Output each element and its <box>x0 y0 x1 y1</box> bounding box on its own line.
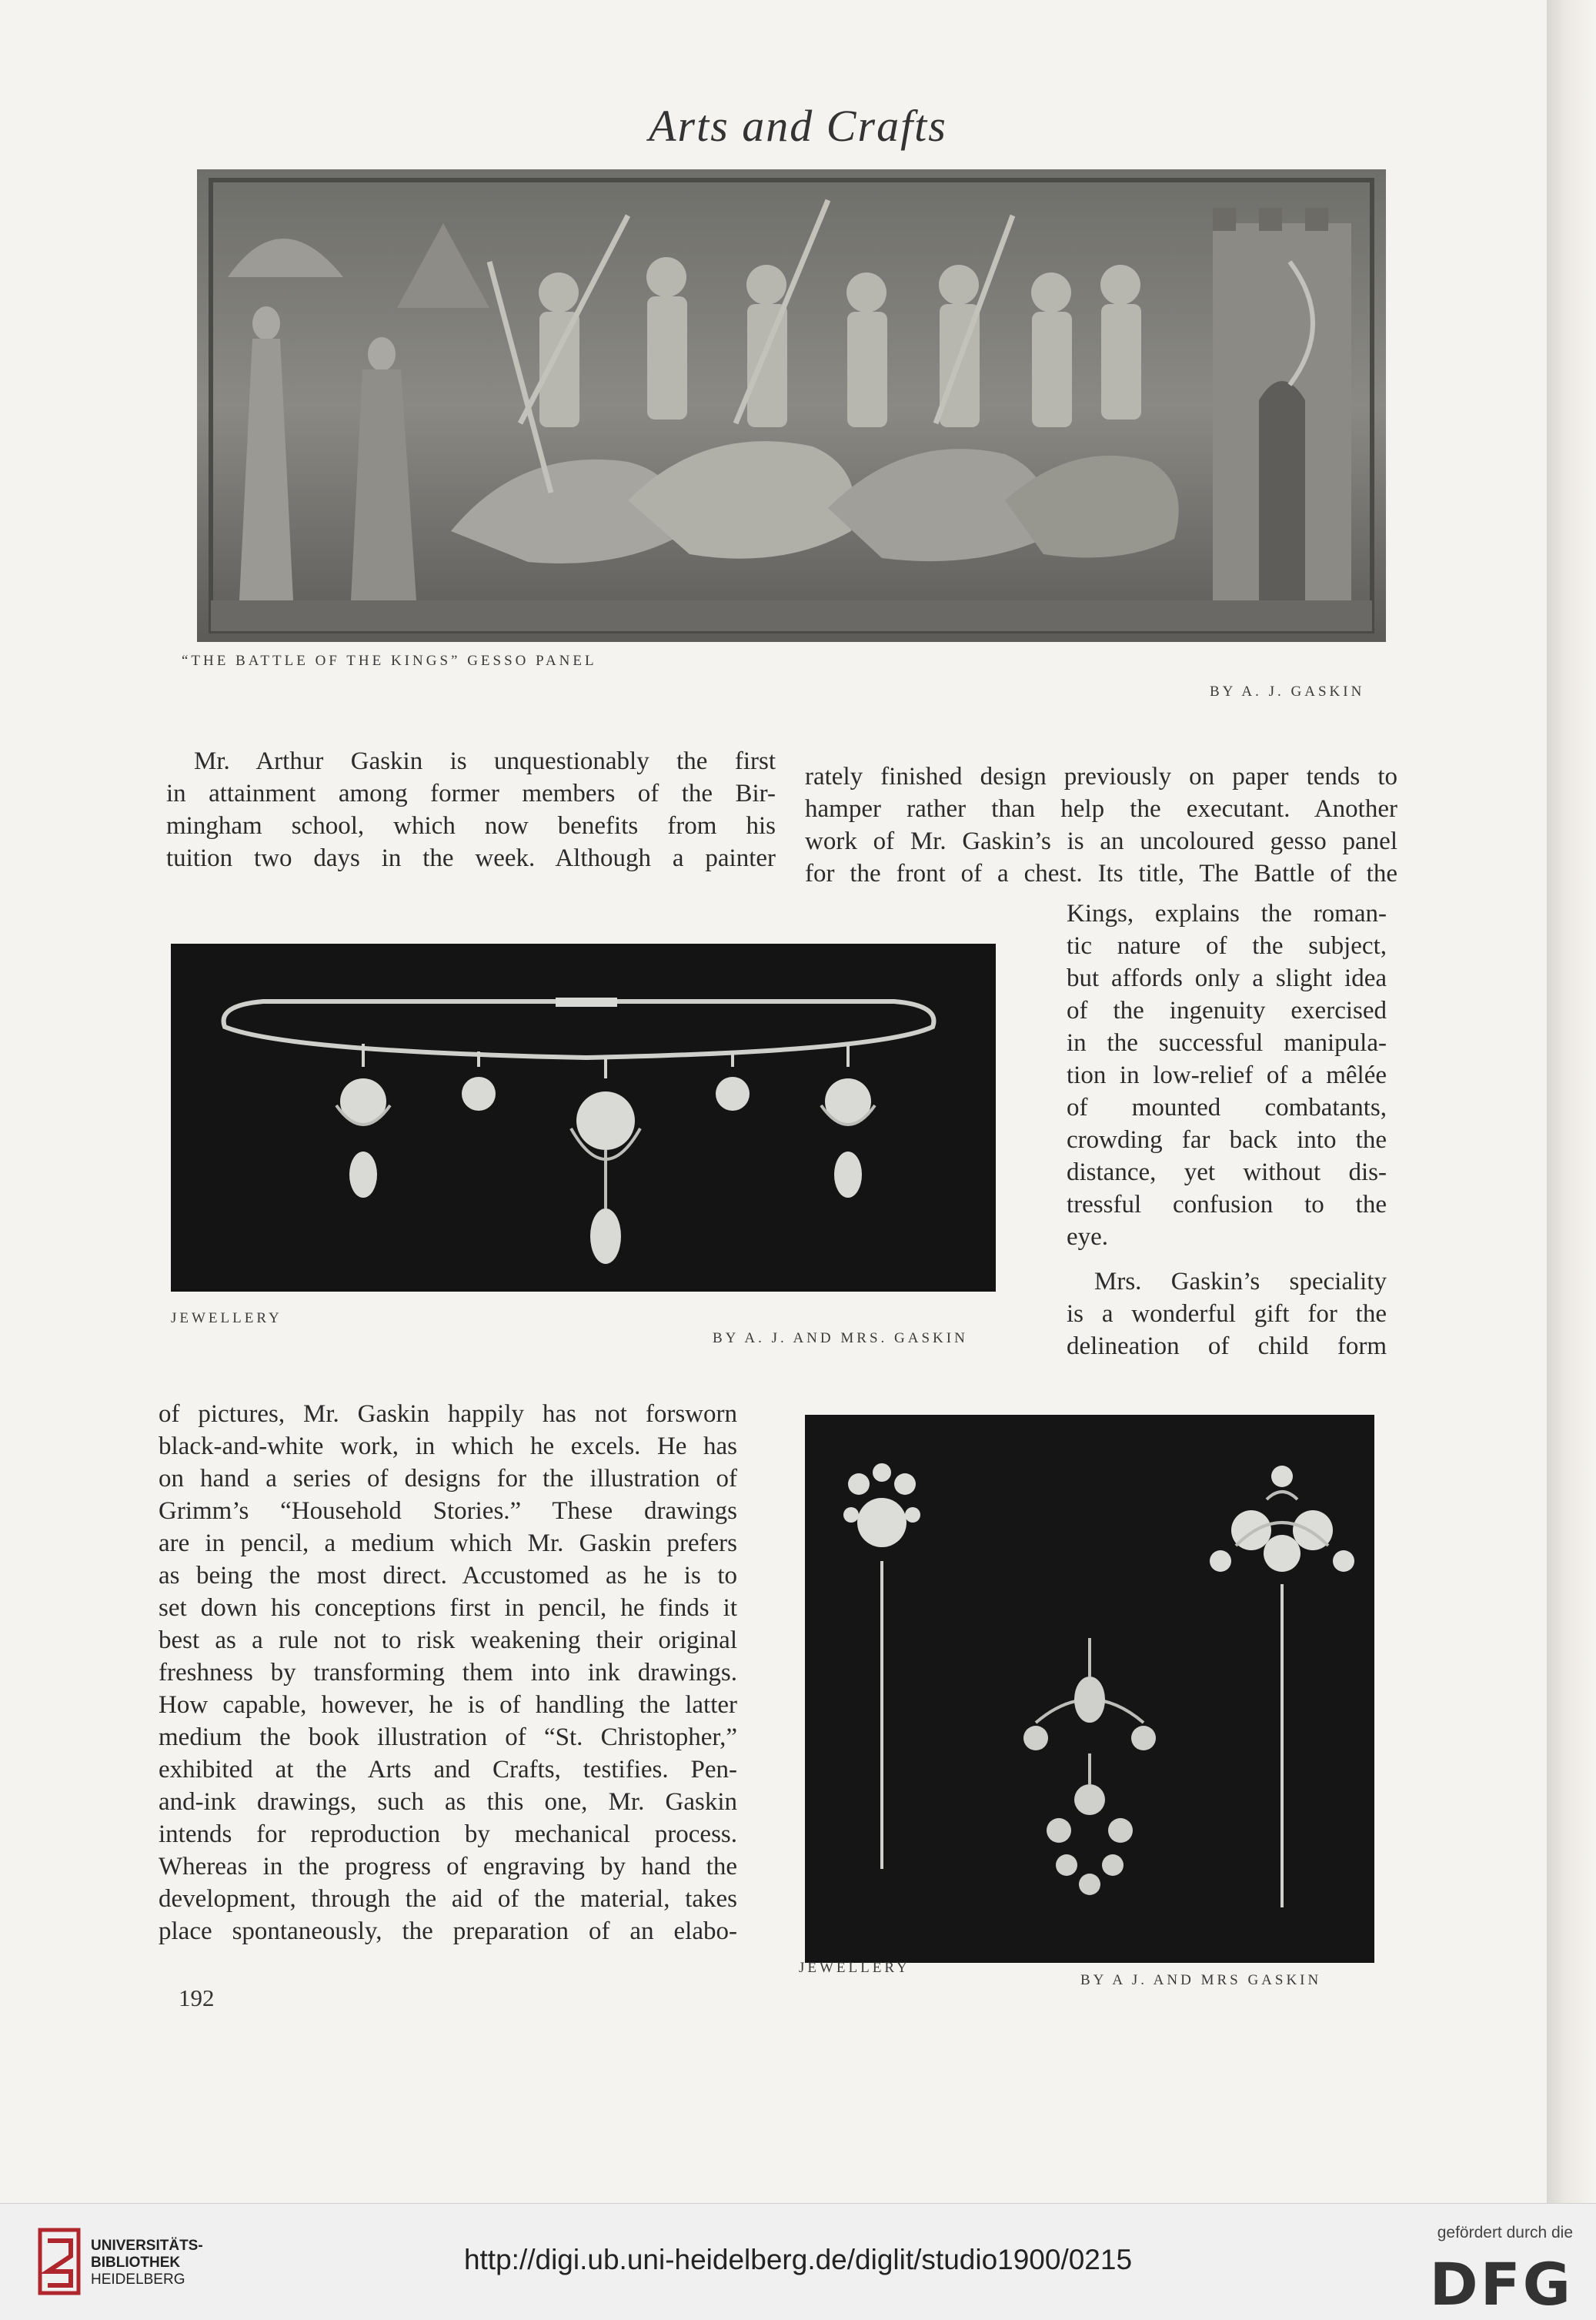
text-line: distance, yet without dis- <box>1067 1158 1387 1186</box>
library-name-line: HEIDELBERG <box>91 2272 185 2288</box>
text-line: development, through the aid of the material, takes <box>159 1885 737 1913</box>
text-line: eye. <box>1067 1223 1109 1251</box>
text-line: mingham school, which now benefits from his <box>166 812 776 840</box>
right-column-narrow <box>1067 898 1387 1253</box>
text-line: as being the most direct. Accustomed as he is to <box>159 1562 737 1590</box>
text-line: tuition two days in the week. Although a painter <box>166 844 776 872</box>
text-line: tic nature of the subject, <box>1067 932 1387 960</box>
text-line: freshness by transforming them into ink drawings. <box>159 1659 737 1687</box>
left-column-top <box>166 745 776 874</box>
text-line: How capable, however, he is of handling the latter <box>159 1691 737 1719</box>
text-line: best as a rule not to risk weakening their original <box>159 1626 737 1654</box>
permalink-url[interactable]: http://digi.ub.uni-heidelberg.de/diglit/studio1900/0215 <box>463 2244 1133 2275</box>
pins-pendant-image <box>805 1415 1374 1963</box>
text-line: of the ingenuity exercised <box>1067 997 1387 1025</box>
text-line: are in pencil, a medium which Mr. Gaskin prefers <box>159 1529 737 1557</box>
text-line: exhibited at the Arts and Crafts, testifies. Pen- <box>159 1756 737 1783</box>
text-line: in the successful manipula- <box>1067 1029 1387 1057</box>
page-edge <box>1547 0 1596 2203</box>
running-head: Arts and Crafts <box>649 101 947 151</box>
text-line: set down his conceptions first in pencil, he finds it <box>159 1594 737 1622</box>
necklace-caption: JEWELLERY <box>171 1310 282 1326</box>
text-line: medium the book illustration of “St. Christopher,” <box>159 1723 737 1751</box>
right-column-top <box>805 761 1397 890</box>
text-line: place spontaneously, the preparation of an elabo- <box>159 1917 737 1945</box>
library-name-line: UNIVERSITÄTS- <box>91 2238 203 2254</box>
digitization-footer <box>0 2203 1596 2320</box>
text-line: of pictures, Mr. Gaskin happily has not forsworn <box>159 1400 737 1428</box>
text-line: black-and-white work, in which he excels. He has <box>159 1432 737 1460</box>
right-column-narrow-2 <box>1067 1265 1387 1362</box>
funder-text: gefördert durch die <box>1437 2224 1573 2241</box>
pins-credit: BY A J. AND MRS GASKIN <box>1080 1972 1322 1988</box>
text-line: of mounted combatants, <box>1067 1094 1387 1122</box>
text-line: and-ink drawings, such as this one, Mr. Gaskin <box>159 1788 737 1816</box>
pins-caption: JEWELLERY <box>799 1960 910 1976</box>
necklace-image <box>171 944 996 1292</box>
text-line: work of Mr. Gaskin’s is an uncoloured gesso panel <box>805 827 1397 855</box>
text-line: tion in low-relief of a mêlée <box>1067 1061 1387 1089</box>
text-line: Mr. Arthur Gaskin is unquestionably the first <box>194 747 776 775</box>
text-line: intends for reproduction by mechanical process. <box>159 1820 737 1848</box>
text-line: rately finished design previously on paper tends to <box>805 763 1397 791</box>
dfg-logo: DFG <box>1429 2250 1573 2318</box>
text-line: but affords only a slight idea <box>1067 964 1387 992</box>
gesso-panel-caption: “THE BATTLE OF THE KINGS” GESSO PANEL <box>182 653 597 669</box>
page-number: 192 <box>179 1984 215 2011</box>
text-line: Mrs. Gaskin’s speciality <box>1094 1268 1387 1295</box>
text-line: delineation of child form <box>1067 1332 1387 1360</box>
necklace-credit: BY A. J. AND MRS. GASKIN <box>713 1330 968 1346</box>
text-line: in attainment among former members of the Bir- <box>166 780 776 807</box>
text-line: Whereas in the progress of engraving by hand the <box>159 1853 737 1880</box>
text-line: Kings, explains the roman- <box>1067 900 1387 928</box>
text-line: Grimm’s “Household Stories.” These drawings <box>159 1497 737 1525</box>
text-line: for the front of a chest. Its title, The Battle of the <box>805 860 1397 888</box>
gesso-panel-image <box>197 169 1386 642</box>
left-column-bottom <box>159 1398 737 1947</box>
text-line: hamper rather than help the executant. Another <box>805 795 1397 823</box>
library-name-line: BIBLIOTHEK <box>91 2255 181 2271</box>
text-line: tressful confusion to the <box>1067 1191 1387 1219</box>
text-line: is a wonderful gift for the <box>1067 1300 1387 1328</box>
text-line: crowding far back into the <box>1067 1126 1387 1154</box>
gesso-panel-credit: BY A. J. GASKIN <box>1210 684 1365 700</box>
text-line: on hand a series of designs for the illustration of <box>159 1465 737 1493</box>
